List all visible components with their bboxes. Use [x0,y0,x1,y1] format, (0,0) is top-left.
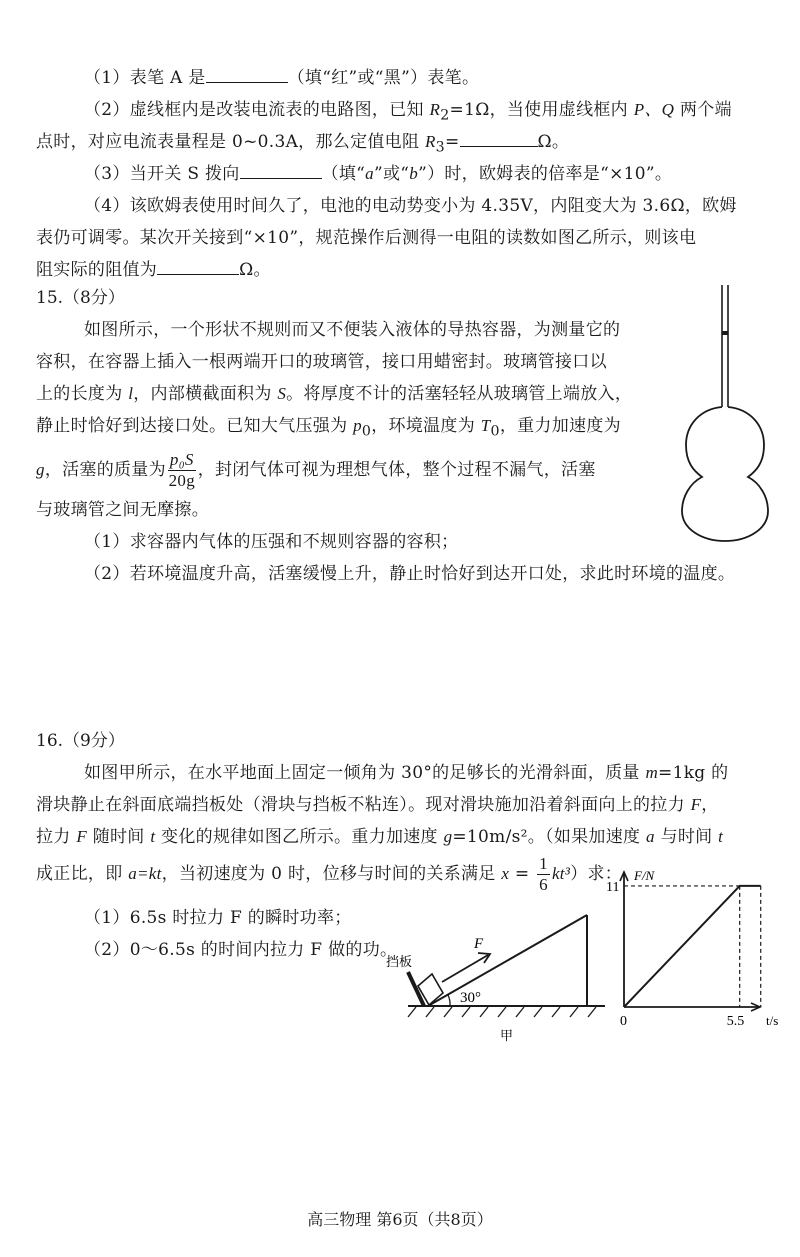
q15-line4 [36,414,621,443]
var-r: R [429,100,441,119]
q16-line2 [36,793,719,817]
q14-part1 [84,66,479,90]
text: ，重力加速度为 [499,416,621,436]
unit: Ω。 [537,132,570,152]
text: 变化的规律如图乙所示。重力加速度 [155,827,444,847]
text: 与时间 [654,827,719,847]
q14-part4-line2: 表仍可调零。某次开关接到“×10”，规范操作后测得一电阻的读数如图乙所示，则该电 [36,228,697,248]
q14-part3 [84,162,672,186]
q16-line3 [36,825,723,849]
incline-surface [428,915,587,1006]
y-tick-label: 11 [606,879,620,895]
var-b: b [409,164,419,183]
var-g: g [36,460,45,479]
text: ，封闭气体可视为理想气体，整个过程不漏气，活塞 [197,460,596,480]
text: 滑块静止在斜面底端挡板处（滑块与挡板不粘连）。现对滑块施加沿着斜面向上的拉力 [36,795,691,815]
gourd-body [682,407,768,541]
part-label: （1） [84,68,130,88]
var-f: F [690,795,702,814]
text: 两个端 [674,100,732,120]
text: 上的长度为 [36,384,129,404]
text: 阻实际的阻值为 [36,260,158,280]
text: ”或“ [373,164,410,184]
q15-line2: 容积，在容器上插入一根两端开口的玻璃管，接口用蜡密封。玻璃管接口以 [36,352,607,372]
var-kt3: kt³ [551,864,571,883]
x-axis-label: t/s [766,1013,779,1028]
text: 表笔 A 是 [129,68,206,88]
text: 随时间 [87,827,151,847]
text: =1kg 的 [658,763,729,783]
fraction-numerator: 1 [539,854,548,873]
answer-blank[interactable] [206,66,288,83]
var-f: F [76,827,87,846]
var-t: T [480,416,491,435]
fraction-numerator: p₀S [169,450,194,469]
series-line-f [624,886,761,1007]
subscript: 3 [435,139,445,156]
text: 当开关 S 拨向 [129,164,240,184]
var-pq: P、Q [633,100,675,119]
var-m: m [645,763,659,782]
part-label: （2） [84,100,130,120]
q15-line5 [36,446,596,494]
text: ）求： [570,864,623,884]
q15-line3 [36,382,632,406]
text: （填“ [321,164,366,184]
text: ， [701,795,719,815]
fraction-denominator: 6 [539,875,548,894]
q14-part4-line1 [84,194,737,218]
text: ，环境温度为 [371,416,481,436]
var-akt: a=kt [128,864,162,883]
page-footer: 高三物理 第6页（共8页） [307,1210,493,1229]
text: 静止时恰好到达接口处。已知大气压强为 [36,416,354,436]
angle-label: 30° [460,990,481,1006]
q15-sub1: （1）求容器内气体的压强和不规则容器的容积； [84,532,459,552]
unit: Ω。 [239,260,271,280]
answer-blank[interactable] [460,130,538,147]
q14-part4-line3 [36,258,271,282]
q16-line1 [84,761,728,785]
var-a: a [365,164,374,183]
subscript: 0 [361,423,372,440]
gourd-container-figure [680,285,770,535]
text: 虚线框内是改装电流表的电路图，已知 [129,100,430,120]
q16-header: 16.（9分） [36,731,125,751]
sixth-fraction [537,854,550,895]
q15-sub2: （2）若环境温度升高，活塞缓慢上升，静止时恰好到达开口处，求此时环境的温度。 [84,564,736,584]
text: ，当初速度为 0 时，位移与时间的关系满足 [161,864,502,884]
force-arrow [442,955,488,982]
text: 如图甲所示，在水平地面上固定一倾角为 30°的足够长的光滑斜面，质量 [84,763,646,783]
text: ，内部横截面积为 [133,384,278,404]
q15-header: 15.（8分） [36,288,125,308]
q15-line1: 如图所示，一个形状不规则而又不便装入液体的导热容器，为测量它的 [84,320,621,340]
text: = [444,132,460,152]
incline-figure [380,890,610,1050]
figure-caption-jia: 甲 [500,1029,514,1044]
piston-marker [722,331,728,335]
text: =1Ω，当使用虚线框内 [449,100,634,120]
var-x: x [501,864,510,883]
var-t: t [718,827,724,846]
var-a: a [646,827,655,846]
x-tick-label-origin: 0 [620,1014,627,1029]
text: 该欧姆表使用时间久了，电池的电动势变小为 4.35V，内阻变大为 3.6Ω，欧姆 [129,196,737,216]
text: =10m/s²。（如果加速度 [452,827,647,847]
text: 。将厚度不计的活塞轻轻从玻璃管上端放入， [286,384,633,404]
text: = [509,864,536,884]
var-l: l [128,384,134,403]
q16-sub2: （2）0～6.5s 的时间内拉力 F 做的功。 [84,940,398,960]
text: ，活塞的质量为 [44,460,166,480]
var-p: p [353,416,362,435]
text: 拉力 [36,827,77,847]
q15-line6: 与玻璃管之间无摩擦。 [36,500,209,520]
text: （填“红”或“黑”）表笔。 [287,68,480,88]
subscript: 0 [490,423,500,440]
part-label: （3） [84,164,130,184]
force-label: F [474,936,484,952]
text: 点时，对应电流表量程是 0~0.3A，那么定值电阻 [36,132,425,152]
angle-arc [448,995,450,1006]
var-t: t [150,827,156,846]
q14-part2-line2 [36,130,569,159]
text: ”）时，欧姆表的倍率是“×10”。 [418,164,673,184]
part-label: （4） [84,196,130,216]
var-g: g [443,827,453,846]
q16-sub1: （1）6.5s 时拉力 F 的瞬时功率； [84,908,352,928]
mass-fraction [168,450,196,491]
answer-blank[interactable] [157,258,239,275]
baffle-label: 挡板 [386,955,413,970]
var-r: R [424,132,436,151]
subscript: 2 [440,107,450,124]
fraction-denominator: 20g [168,471,196,490]
x-tick-label: 5.5 [726,1014,745,1029]
var-s: S [277,384,287,403]
y-axis-label: F/N [634,868,655,883]
ft-chart [600,860,800,1040]
text: 成正比，即 [36,864,129,884]
answer-blank[interactable] [240,162,322,179]
ground-hatching [408,1007,596,1017]
q14-part2-line1 [84,98,732,127]
